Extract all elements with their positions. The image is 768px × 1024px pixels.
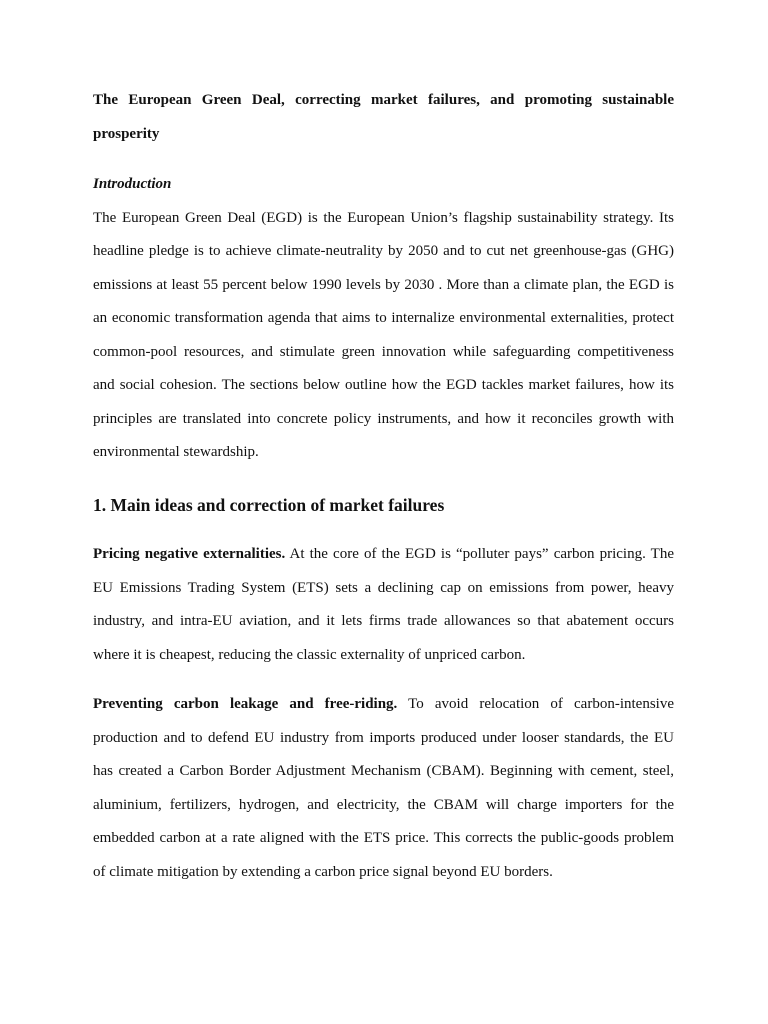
paragraph-lead: Preventing carbon leakage and free-riding.: [93, 696, 398, 712]
paragraph-text: At the core of the EGD is “polluter pays” carbon pricing. The EU Emissions Trading System (ETS) sets a declining cap on emissions from power, heavy industry, and intra-EU aviation, and it lets firms trade allowances so that abatement occurs where it is cheapest, reducing the classic externality of unpriced carbon.: [93, 546, 674, 663]
paragraph-pricing-externalities: [93, 538, 674, 672]
introduction-paragraph: The European Green Deal (EGD) is the European Union’s flagship sustainability strategy. Its headline pledge is to achieve climate-neutrality by 2050 and to cut net greenhouse-gas (GHG) emissions at least 55 percent below 1990 levels by 2030 . More than a climate plan, the EGD is an economic transformation agenda that aims to internalize environmental externalities, protect common-pool resources, and stimulate green innovation while safeguarding competitiveness and social cohesion. The sections below outline how the EGD tackles market failures, how its principles are translated into concrete policy instruments, and how it reconciles growth with environmental stewardship.: [93, 209, 674, 460]
paragraph-lead: Pricing negative externalities.: [93, 546, 286, 562]
paragraph-carbon-leakage: [93, 688, 674, 889]
introduction-label: Introduction: [93, 176, 172, 192]
section-1-heading: 1. Main ideas and correction of market failures: [93, 494, 445, 515]
paragraph-text: To avoid relocation of carbon-intensive production and to defend EU industry from imports produced under looser standards, the EU has created a Carbon Border Adjustment Mechanism (CBAM). Beginning with cement, steel, aluminium, fertilizers, hydrogen, and electricity, the CBAM will charge importers for the embedded carbon at a rate aligned with the ETS price. This corrects the public-goods problem of climate mitigation by extending a carbon price signal beyond EU borders.: [93, 696, 674, 880]
document-page: [93, 84, 674, 889]
document-title: The European Green Deal, correcting market failures, and promoting sustainable prosperity: [93, 92, 674, 142]
